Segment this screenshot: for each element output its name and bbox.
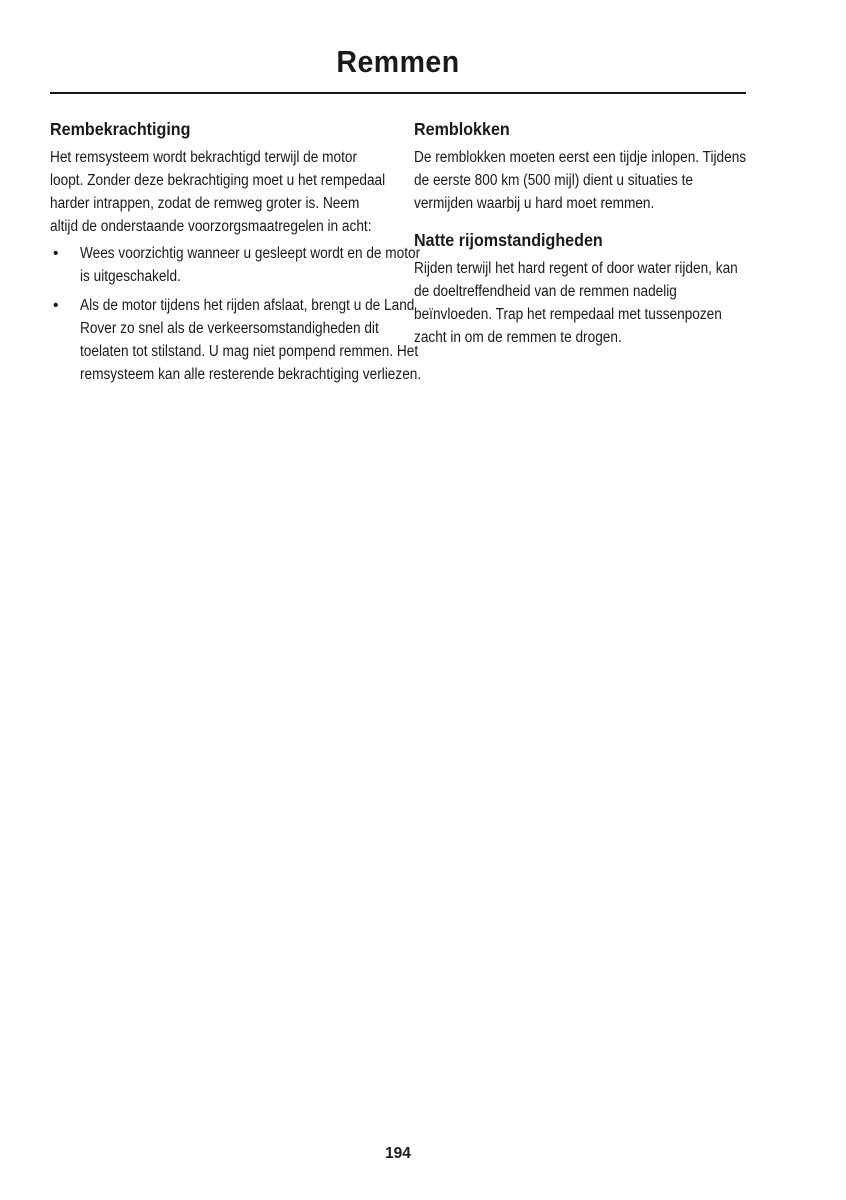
list-item (50, 294, 422, 386)
section-heading-remblokken: Remblokken (414, 119, 510, 139)
list-item-text: Als de motor tijdens het rijden afslaat, brengt u de Land Rover zo snel als de verkeersomstandigheden dit toelaten tot stilstand. U mag niet pompend remmen. Het remsysteem kan alle resterende bekrachtiging verliezen. (80, 297, 422, 383)
left-column (50, 118, 422, 392)
bullet-marker: • (53, 245, 59, 262)
right-column (414, 118, 754, 349)
page-number: 194 (385, 1145, 411, 1162)
bullet-marker: • (53, 297, 59, 314)
section-heading-natte-rijomstandigheden: Natte rijomstandigheden (414, 230, 603, 250)
page-title: Remmen (336, 44, 460, 79)
list-item-text: Wees voorzichtig wanneer u gesleept wordt en de motor is uitgeschakeld. (80, 245, 421, 285)
section-paragraph-rembekrachtiging: Het remsysteem wordt bekrachtigd terwijl de motor loopt. Zonder deze bekrachtiging moet u het rempedaal harder intrappen, zodat de remweg groter is. Neem altijd de onderstaande voorzorgsmaatregelen in acht: (50, 149, 386, 235)
title-divider (50, 92, 746, 94)
list-item (50, 242, 421, 288)
section-paragraph-natte-rijomstandigheden: Rijden terwijl het hard regent of door water rijden, kan de doeltreffendheid van de remmen nadelig beïnvloeden. Trap het rempedaal met tussenpozen zacht in om de remmen te drogen. (414, 260, 738, 346)
section-paragraph-remblokken: De remblokken moeten eerst een tijdje inlopen. Tijdens de eerste 800 km (500 mijl) dient u situaties te vermijden waarbij u hard moet remmen. (414, 149, 747, 212)
precautions-list (50, 242, 422, 386)
section-heading-rembekrachtiging: Rembekrachtiging (50, 119, 191, 139)
